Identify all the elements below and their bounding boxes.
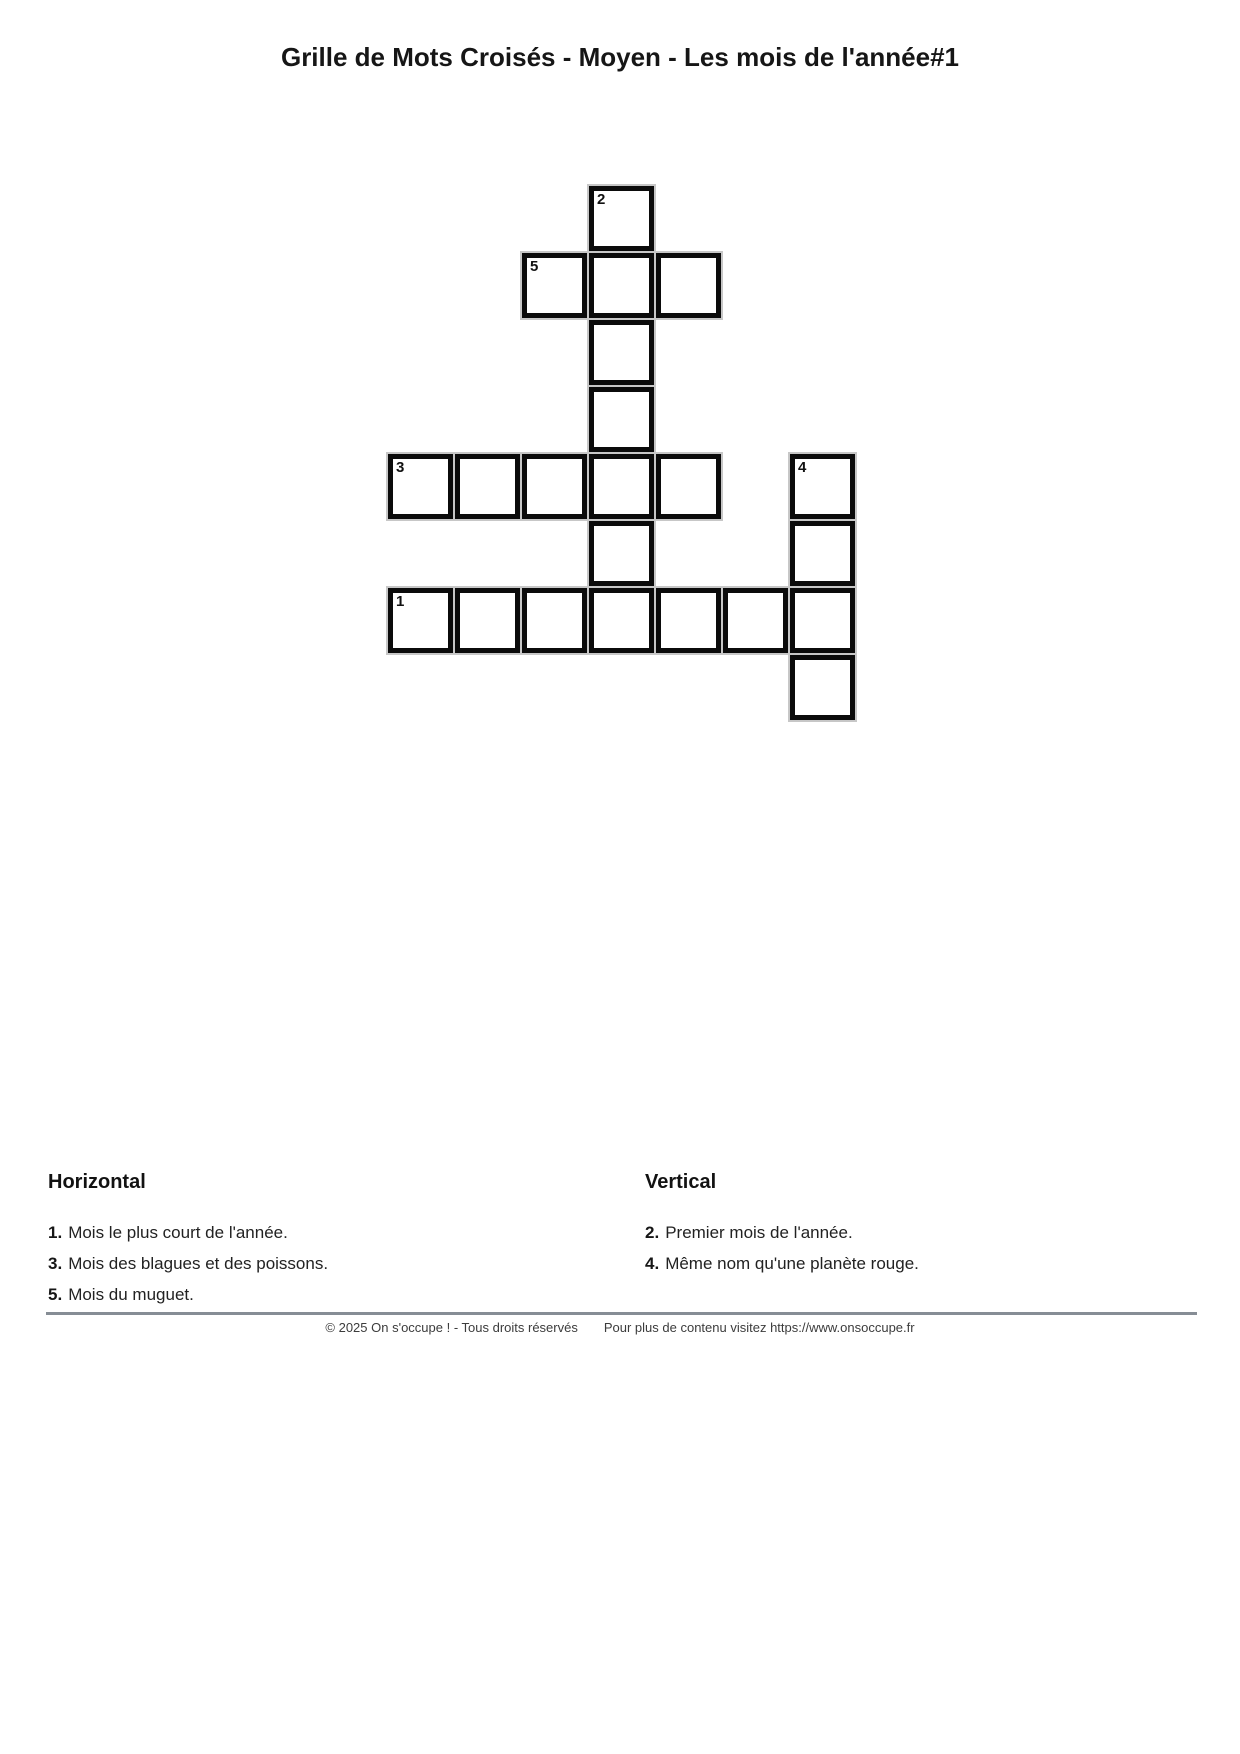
clue-text: Mois du muguet. [68,1285,194,1304]
clues-horizontal [48,1170,328,1310]
clue-number: 5. [48,1285,63,1304]
clue-across-5 [48,1279,328,1310]
footer [0,1320,1240,1335]
grid-cell[interactable] [790,454,855,519]
grid-cell[interactable] [790,588,855,653]
grid-cell[interactable] [656,588,721,653]
clue-number: 1. [48,1223,63,1242]
grid-cell[interactable] [589,253,654,318]
grid-cell[interactable] [388,588,453,653]
clue-text: Même nom qu'une planète rouge. [665,1254,919,1273]
page-title: Grille de Mots Croisés - Moyen - Les mois de l'année#1 [280,42,960,72]
grid-cell[interactable] [589,387,654,452]
clue-number: 2. [645,1223,660,1242]
cell-number: 5 [530,258,539,275]
grid-cell[interactable] [388,454,453,519]
grid-cell[interactable] [589,186,654,251]
clues-vertical [645,1170,919,1279]
clue-text: Premier mois de l'année. [665,1223,853,1242]
clue-across-3 [48,1248,328,1279]
clue-text: Mois le plus court de l'année. [68,1223,288,1242]
clue-across-1 [48,1217,328,1248]
clue-number: 3. [48,1254,63,1273]
grid-cell[interactable] [522,454,587,519]
clue-down-4 [645,1248,919,1279]
cell-number: 2 [597,191,606,208]
grid-cell[interactable] [522,253,587,318]
clue-down-2 [645,1217,919,1248]
cell-number: 4 [798,459,807,476]
grid-cell[interactable] [790,521,855,586]
grid-cell[interactable] [589,454,654,519]
footer-more-content-text: Pour plus de contenu visitez https://www.onsoccupe.fr [603,1320,915,1335]
horizontal-heading: Horizontal [48,1171,146,1193]
cell-number: 1 [396,593,405,610]
grid-cell[interactable] [455,588,520,653]
grid-cell[interactable] [589,521,654,586]
grid-cell[interactable] [723,588,788,653]
footer-divider [46,1312,1197,1315]
grid-cell[interactable] [589,320,654,385]
grid-cell[interactable] [589,588,654,653]
crossword-grid [388,186,857,722]
grid-cell[interactable] [455,454,520,519]
cell-number: 3 [396,459,405,476]
footer-copyright: © 2025 On s'occupe ! - Tous droits réservés [325,1320,578,1335]
clue-number: 4. [645,1254,660,1273]
grid-cell[interactable] [656,454,721,519]
clue-text: Mois des blagues et des poissons. [68,1254,329,1273]
vertical-heading: Vertical [645,1171,717,1193]
grid-cell[interactable] [790,655,855,720]
grid-cell[interactable] [656,253,721,318]
grid-cell[interactable] [522,588,587,653]
